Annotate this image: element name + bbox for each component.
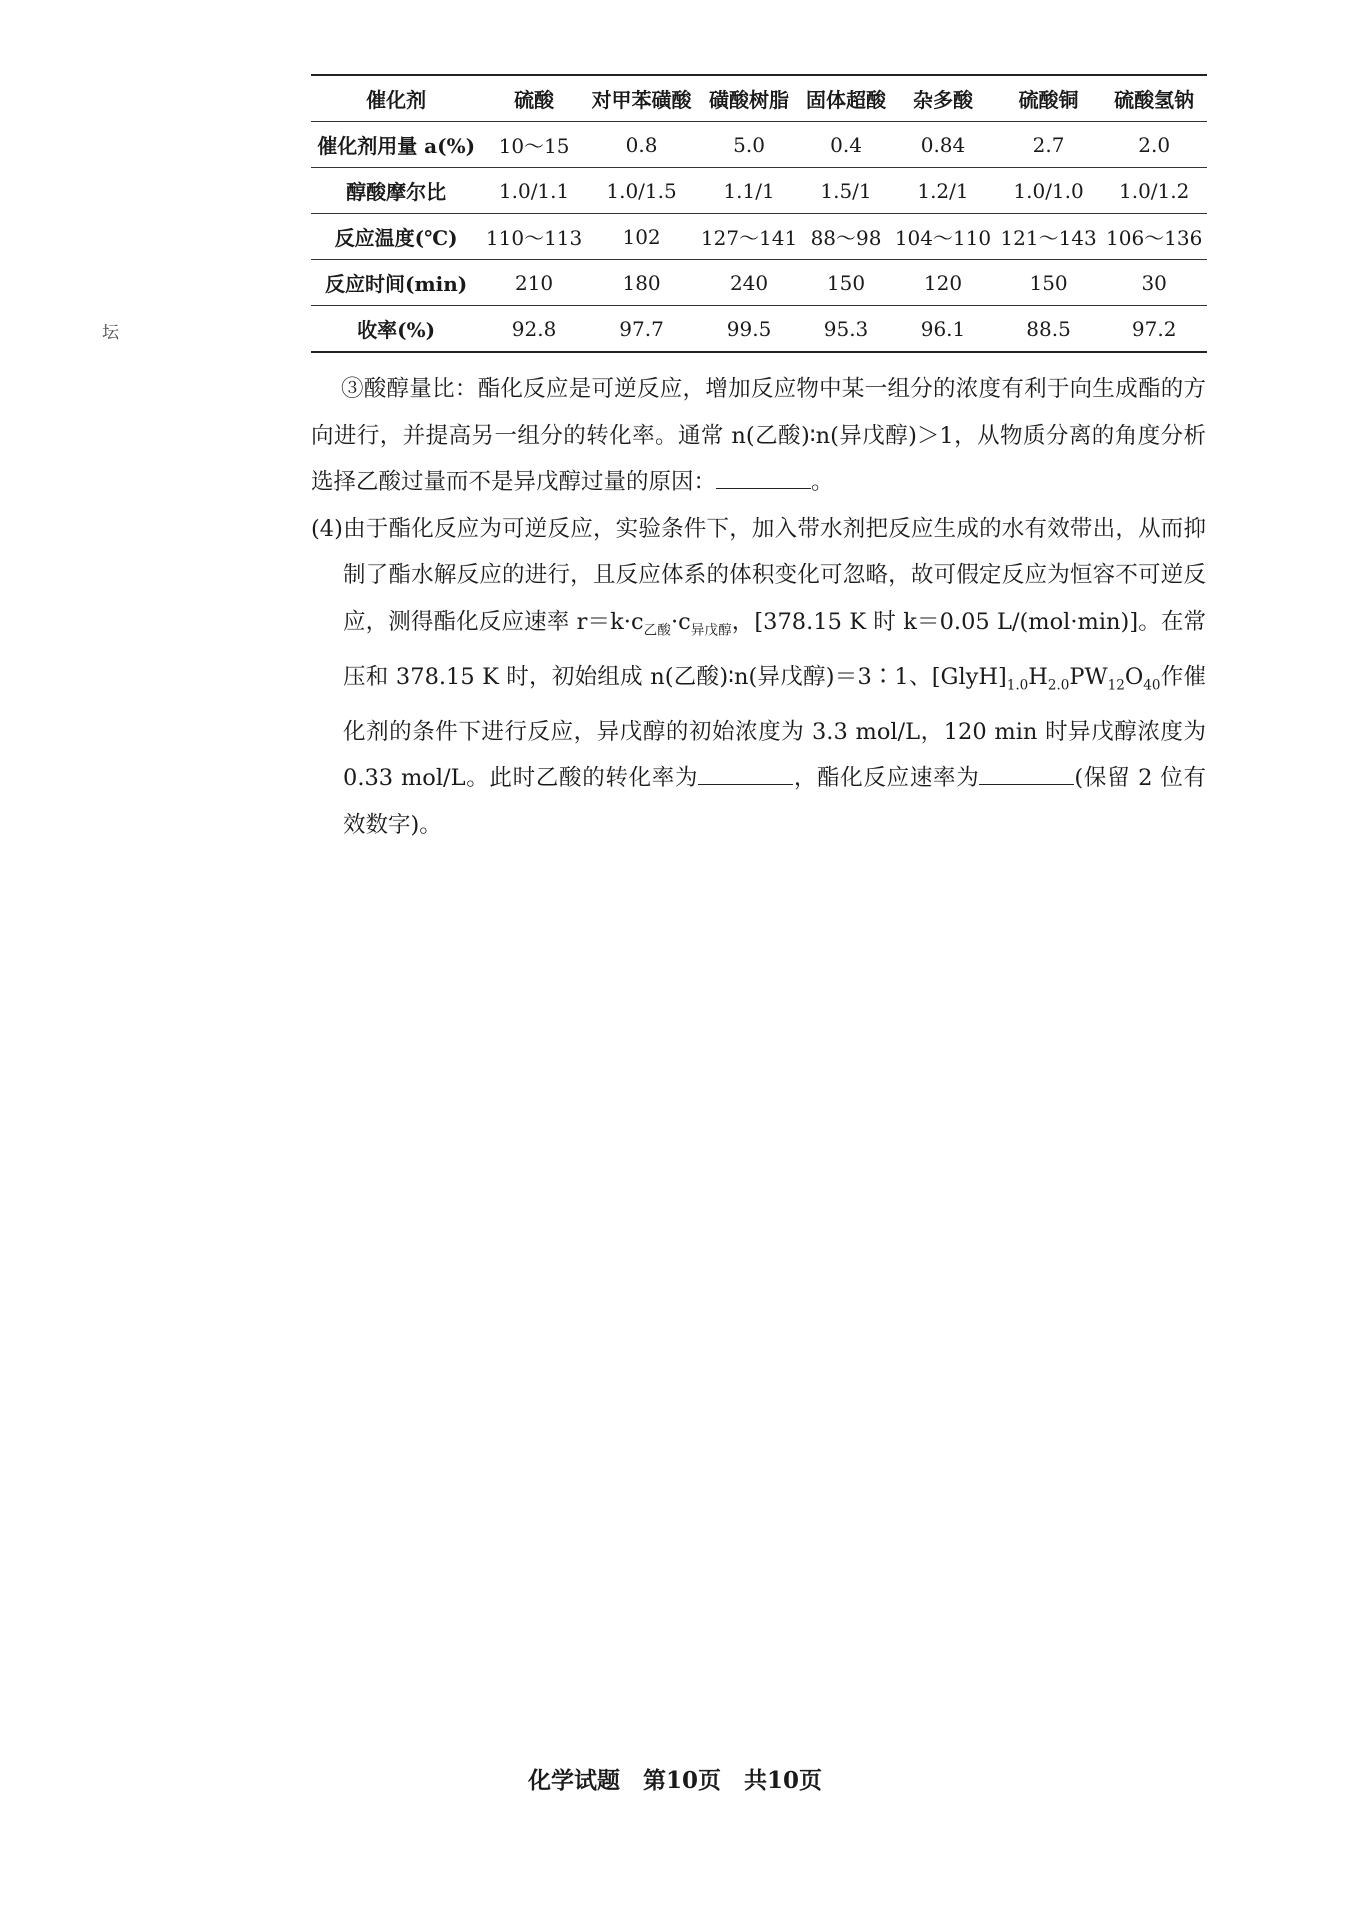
table-cell: 121～143	[996, 214, 1102, 260]
table-cell: 30	[1101, 260, 1207, 306]
table-cell: 102	[587, 214, 696, 260]
table-cell: 104～110	[890, 214, 996, 260]
table-cell: 10～15	[481, 122, 587, 168]
table-cell: 150	[802, 260, 890, 306]
paragraph-question-4	[311, 506, 1206, 849]
table-cell: 1.5/1	[802, 168, 890, 214]
header-sodium-bisulfate: 硫酸氢钠	[1101, 75, 1207, 122]
table-cell: 1.0/1.0	[996, 168, 1102, 214]
q4-text-part8: ，酯化反应速率为	[793, 765, 980, 791]
table-cell: 5.0	[696, 122, 802, 168]
margin-mark: 坛	[102, 323, 119, 343]
row-label: 反应温度(℃)	[311, 214, 481, 260]
header-sulfonic-resin: 磺酸树脂	[696, 75, 802, 122]
header-p-toluenesulfonic-acid: 对甲苯磺酸	[587, 75, 696, 122]
table-row	[311, 168, 1207, 214]
answer-blank-reason[interactable]	[716, 466, 811, 489]
table-cell: 0.84	[890, 122, 996, 168]
q4-text-part7: 作催化剂的条件下进行反应，异戊醇的初始浓度为 3.3 mol/L，120 min 时异戊醇浓度为 0.33 mol/L。此时乙酸的转化率为	[343, 663, 1206, 791]
q4-subscript-acetic: 乙酸	[643, 622, 671, 638]
answer-blank-reaction-rate[interactable]	[979, 762, 1074, 785]
table-cell: 127～141	[696, 214, 802, 260]
table-cell: 210	[481, 260, 587, 306]
answer-blank-conversion-rate[interactable]	[698, 762, 793, 785]
table-cell: 97.2	[1101, 306, 1207, 353]
header-catalyst: 催化剂	[311, 75, 481, 122]
header-sulfuric-acid: 硫酸	[481, 75, 587, 122]
table-cell: 1.1/1	[696, 168, 802, 214]
table-cell: 0.8	[587, 122, 696, 168]
q4-subscript-isoamyl: 异戊醇	[690, 622, 732, 638]
table-cell: 99.5	[696, 306, 802, 353]
table-cell: 1.2/1	[890, 168, 996, 214]
table-cell: 1.0/1.2	[1101, 168, 1207, 214]
row-label: 催化剂用量 a(%)	[311, 122, 481, 168]
header-solid-superacid: 固体超酸	[802, 75, 890, 122]
table-cell: 110～113	[481, 214, 587, 260]
catalyst-comparison-table	[311, 74, 1207, 353]
header-copper-sulfate: 硫酸铜	[996, 75, 1102, 122]
table-cell: 88.5	[996, 306, 1102, 353]
table-cell: 96.1	[890, 306, 996, 353]
paragraph-end: 。	[811, 469, 834, 495]
q4-text-part6: O	[1124, 663, 1144, 690]
table-cell: 150	[996, 260, 1102, 306]
table-row	[311, 306, 1207, 353]
table-row	[311, 260, 1207, 306]
table-cell: 240	[696, 260, 802, 306]
page-footer: 化学试题 第10页 共10页	[527, 1767, 822, 1794]
paragraph-text: ③酸醇量比：酯化反应是可逆反应，增加反应物中某一组分的浓度有利于向生成酯的方向进行，并提高另一组分的转化率。通常 n(乙酸)∶n(异戊醇)＞1，从物质分离的角度分析选择乙酸过量而不是异戊醇过量的原因：	[311, 376, 1206, 495]
table-row	[311, 214, 1207, 260]
q4-subscript-h: 2.0	[1047, 677, 1070, 693]
table-cell: 95.3	[802, 306, 890, 353]
q4-subscript-w: 12	[1107, 677, 1125, 693]
table-cell: 2.0	[1101, 122, 1207, 168]
table-cell: 180	[587, 260, 696, 306]
paragraph-acid-alcohol-ratio	[311, 366, 1206, 506]
table-cell: 2.7	[996, 122, 1102, 168]
table-cell: 92.8	[481, 306, 587, 353]
q4-text-part2: ·c	[670, 608, 691, 635]
q4-text-part5: PW	[1069, 663, 1108, 690]
table-cell: 106～136	[1101, 214, 1207, 260]
row-label: 醇酸摩尔比	[311, 168, 481, 214]
q4-text-part3: ，[378.15 K 时 k＝0.05 L/(mol·min)]。在常压和 378.15 K 时，初始组成 n(乙酸)∶n(异戊醇)＝3∶1、[GlyH]	[343, 608, 1207, 690]
q4-subscript-glyh: 1.0	[1006, 677, 1029, 693]
header-heteropoly-acid: 杂多酸	[890, 75, 996, 122]
table-cell: 0.4	[802, 122, 890, 168]
q4-subscript-o: 40	[1143, 677, 1161, 693]
q4-text-part4: H	[1028, 663, 1048, 690]
table-header-row	[311, 75, 1207, 122]
q4-text-part9: (保留 2 位有效数字)。	[343, 765, 1206, 838]
row-label: 反应时间(min)	[311, 260, 481, 306]
table-row	[311, 122, 1207, 168]
table-cell: 1.0/1.1	[481, 168, 587, 214]
table-cell: 120	[890, 260, 996, 306]
question-text	[311, 366, 1206, 848]
row-label: 收率(%)	[311, 306, 481, 353]
table-cell: 1.0/1.5	[587, 168, 696, 214]
table-cell: 88～98	[802, 214, 890, 260]
q4-text-part1: (4)由于酯化反应为可逆反应，实验条件下，加入带水剂把反应生成的水有效带出，从而抑制了酯水解反应的进行，且反应体系的体积变化可忽略，故可假定反应为恒容不可逆反应，测得酯化反应速率 r＝k·c	[311, 515, 1206, 635]
table-cell: 97.7	[587, 306, 696, 353]
